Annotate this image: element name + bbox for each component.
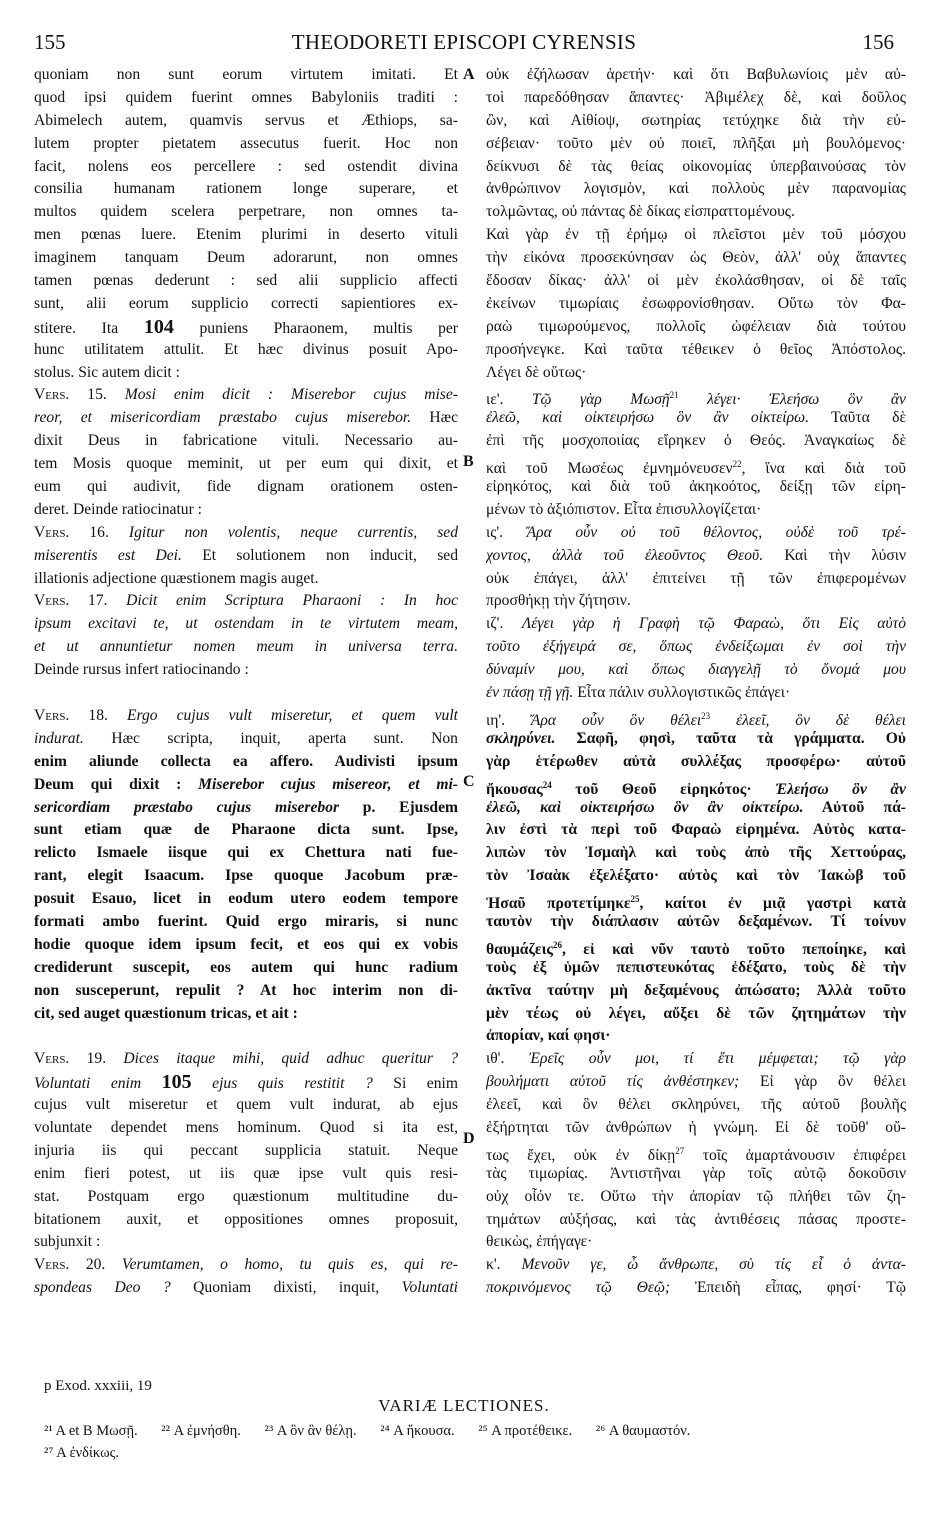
text-line: formati ambo fuerint. Quid ergo miraris, si nunc (34, 912, 458, 930)
scripture-quote: Dicit enim Scriptura Pharaoni : In hoc (126, 592, 458, 610)
text-segment: Quoniam dixisti, inquit, (193, 1279, 380, 1297)
text-line: μὲν τέως οὐ λέγει, αὔξει δὲ τῶν ζητημάτων τὴν (486, 1004, 906, 1022)
text-line: subjunxit : (34, 1233, 101, 1251)
variant-ref: 21 (669, 390, 679, 401)
verse-19-line (486, 1048, 906, 1071)
text-line: ἔδοσαν δίκας· ἀλλ' οἱ μὲν ἐκολάσθησαν, οἱ δὲ ταῖς (486, 272, 906, 290)
text-line: deret. Deinde ratiocinatur : (34, 500, 202, 518)
section-marker-d: D (463, 1130, 475, 1147)
variant-item: ²⁶ A θαυμαστόν. (595, 1423, 691, 1439)
text-line: enim fieri potest, ut iis quæ ipse vult quis resi- (34, 1164, 458, 1182)
text-line: τοὺς ἐξ ὑμῶν πεπιστευκότας ἐδέξατο, τοὺς δὲ τὴν (486, 958, 906, 976)
section-marker-b: B (463, 453, 474, 470)
scripture-quote: Voluntati enim (34, 1075, 142, 1093)
verse-number: ις'. (486, 523, 504, 541)
verse-label: Vers. 16. (34, 523, 109, 541)
text-line: tem Mosis quoque meminit, ut per eum qui dixit, et (34, 455, 458, 473)
text-segment: , εἰ καὶ νῦν ταυτὸ τοῦτο πεποίηκε, καὶ (562, 941, 906, 957)
text-segment: Καὶ τὴν λύσιν (784, 546, 906, 564)
text-segment: Deum qui dixit : (34, 775, 182, 793)
text-line (486, 682, 906, 705)
verse-label: Vers. 20. (34, 1256, 106, 1274)
text-segment: , ἵνα καὶ διὰ τοῦ (741, 460, 906, 477)
text-segment: stitere. Ita (34, 319, 119, 337)
text-segment: Ταῦτα δὲ (831, 409, 906, 427)
text-line: λιν ἐστὶ τὰ περὶ τοῦ Φαραὼ εἰρημένα. Αὐτὸς κατα- (486, 821, 906, 839)
text-line: ἀπορίαν, καί φησι· (486, 1027, 611, 1045)
text-line: cit, sed auget quæstionum tricas, et ait : (34, 1004, 298, 1022)
verse-16-line (486, 522, 906, 545)
text-line: προσθήκῃ τὴν ζήτησιν. (486, 592, 631, 610)
text-segment: Εἶτα πάλιν συλλογιστικῶς ἐπάγει· (577, 684, 791, 702)
text-line: γὰρ ἑτέρωθεν αὐτὰ συλλέξας προσφέρω· αὐτοῦ (486, 752, 906, 770)
verse-15-line (34, 384, 458, 407)
running-title: THEODORETI EPISCOPI CYRENSIS (291, 30, 637, 54)
scripture-quote: reor, et misericordiam præstabo cujus miserebor. (34, 409, 412, 427)
text-line: bitationem auxit, et oppositiones omnes proposuit, (34, 1210, 458, 1228)
text-line: illationis adjectione quæstionem magis auget. (34, 569, 319, 587)
scripture-quote: Ergo cujus vult miseretur, et quem vult (126, 706, 458, 724)
text-line (34, 774, 458, 797)
text-line (34, 613, 458, 636)
text-line (486, 1140, 906, 1163)
variant-item: ²² A ἐμνήσθη. (161, 1423, 241, 1439)
text-segment: τως ἔχει, οὐκ ἐν δίκῃ (486, 1147, 676, 1163)
scripture-quote: βουλήματι αὐτοῦ τίς ἀνθέστηκεν; (486, 1073, 740, 1091)
variant-list (44, 1442, 904, 1464)
text-line: injuria iis qui peccant supplicia statuit. Neque (34, 1141, 458, 1159)
text-line (486, 1071, 906, 1094)
scripture-quote: ejus quis restitit ? (212, 1075, 373, 1093)
scripture-quote: λέγει· (707, 391, 741, 408)
scripture-quote: Ἄρα οὖν ὃν θέλει (530, 712, 702, 728)
variae-lectiones (44, 1420, 904, 1464)
verse-17-line (486, 613, 906, 636)
text-segment: Si enim (393, 1075, 458, 1093)
text-line (486, 407, 906, 430)
scripture-quote: Ἐλεήσω ὃν ἂν (775, 780, 906, 797)
text-segment: Hæc scripta, inquit, aperta sunt. Non (111, 729, 458, 747)
text-line: imaginem tanquam Deum adorarunt, non omnes (34, 249, 458, 267)
text-segment: τοῦ Θεοῦ εἰρηκότος· (575, 780, 752, 797)
text-line: τολμῶντας, οὐ πάντας δὲ δίκας εἰσπραττομένους. (486, 203, 795, 221)
scripture-quote: χοντος, ἀλλὰ τοῦ ἐλεοῦντος Θεοῦ. (486, 546, 764, 564)
text-line (34, 316, 458, 339)
latin-column (34, 64, 458, 1300)
text-line (34, 407, 458, 430)
verse-label: Vers. 18. (34, 706, 108, 724)
variant-ref: 23 (701, 710, 711, 721)
text-line: Καὶ γὰρ ἐν τῇ ἐρήμῳ οἱ πλεῖστοι μὲν τοῦ μόσχου (486, 226, 906, 244)
section-marker-a: A (463, 66, 475, 83)
text-line: θεικὼς, ἐπήγαγε· (486, 1233, 593, 1251)
text-line: quod ipsi quidem fuerint omnes Babyloniis traditi : (34, 88, 458, 106)
text-line (486, 888, 906, 911)
scripture-quote: σκληρύνει. (486, 729, 556, 747)
text-line: rant, elegit Isaacum. Ipse quoque Jacobum præ- (34, 867, 458, 885)
text-segment: Εἰ γὰρ ὃν θέλει (759, 1073, 906, 1091)
text-line: εἰρηκότος, καὶ διὰ τοῦ ἀκηκοότος, δείξῃ τῶν εἰρη- (486, 478, 906, 496)
text-line: τοὶ παρεδόθησαν ἅπαντες· Ἀβιμέλεχ δὲ, καὶ δοῦλος (486, 88, 906, 106)
text-line (34, 797, 458, 820)
text-line: tamen pœnas dederunt : sed alii supplicio affecti (34, 272, 458, 290)
text-line (34, 636, 458, 659)
variant-ref: 24 (542, 779, 552, 790)
text-segment: Σαφῆ, φησὶ, ταῦτα τὰ γράμματα. Οὐ (576, 729, 906, 747)
verse-number: ιε'. (486, 391, 504, 408)
text-line: ὢν, καὶ Αἰθίοψ, σωτηρίας τετύχηκε διὰ τὴν εὐ- (486, 111, 906, 129)
verse-number: ιζ'. (486, 615, 504, 633)
text-line: stat. Postquam ergo quæstionum multitudine du- (34, 1187, 458, 1205)
text-line: Abimelech autem, quamvis servus et Æthiops, sa- (34, 111, 458, 129)
text-line: σέβειαν· τοῦτο μὲν οὐ ποιεῖ, πλῆξαι μὴ βουλόμενος· (486, 134, 906, 152)
page-number-right: 156 (862, 30, 894, 54)
variae-lectiones-title: VARIÆ LECTIONES. (378, 1396, 550, 1415)
variant-ref: 26 (553, 939, 562, 950)
text-line (486, 774, 906, 797)
text-line: ἀκτῖνα ταύτην μὴ δεξαμένους ἀπώσατο; Ἀλλὰ τοῦτο (486, 981, 906, 999)
verse-number: κ'. (486, 1256, 501, 1274)
verse-label: Vers. 17. (34, 592, 108, 610)
scripture-quote: Ἐρεῖς οὖν μοι, τί ἔτι μέμφεται; τῷ γὰρ (528, 1050, 906, 1068)
text-segment: , καίτοι ἐν μιᾷ γαστρὶ κατὰ (639, 895, 906, 911)
text-line (486, 1277, 906, 1300)
scripture-quote: δύναμίν μου, καὶ ὅπως διαγγελῇ τὸ ὄνομά μου (486, 661, 906, 679)
footnote-ref: p. Ejusdem (362, 798, 458, 816)
scripture-quote: spondeas Deo ? (34, 1279, 171, 1297)
scripture-quote: sericordiam præstabo cujus miserebor (34, 798, 340, 816)
scripture-quote: ποκρινόμενος τῷ Θεῷ; (486, 1279, 671, 1297)
variant-ref: 22 (732, 459, 742, 470)
text-line: τὸν Ἰσαὰκ ἐξελέξατο· αὐτὸς καὶ τὸν Ἰακὼβ τοῦ (486, 867, 906, 885)
text-line: προσήνεγκε. Καὶ ταῦτα τέθεικεν ὁ θεῖος Ἀπόστολος. (486, 340, 906, 358)
text-line: μένων τὸ ἀξιόπιστον. Εἶτα ἐπισυλλογίζεται· (486, 500, 762, 518)
scripture-quote: Voluntati (401, 1279, 458, 1297)
scripture-quote: ἐν πάσῃ τῇ γῇ. (486, 684, 574, 702)
verse-number: ιη'. (486, 712, 506, 728)
text-segment: ἤκουσας (486, 780, 543, 797)
text-segment: θαυμάζεις (486, 941, 553, 957)
variant-item: ²³ A ὃν ἂν θέλῃ. (264, 1423, 357, 1439)
verse-18-line (34, 705, 458, 728)
text-line: ἀνθρώπινον λογισμὸν, καὶ πολλοὺς μὲν παρανομίας (486, 180, 906, 198)
text-line: ταυτὸν τὴν διάπλασιν αὐτῶν δεξαμένων. Τί τοίνυν (486, 912, 906, 930)
text-line: crediderunt suscepit, eos autem qui hunc radium (34, 958, 458, 976)
text-line (486, 934, 906, 957)
verse-15-line (486, 384, 906, 407)
variant-item: ²¹ A et B Μωσῇ. (44, 1423, 138, 1439)
variant-ref: 27 (675, 1145, 685, 1156)
text-line: men pœnas luere. Etenim plurimi in deserto vituli (34, 226, 458, 244)
text-line: facit, nolens eos percellere : sed ostendit divina (34, 157, 458, 175)
section-marker-c: C (463, 773, 475, 790)
text-line: ἐπὶ τῆς μοσχοποιίας εἴρηκεν ὁ Θεός. Ἀναγκαίως δὲ (486, 432, 906, 450)
scripture-quote: ἐλεῶ, καὶ οἰκτειρήσω ὃν ἂν οἰκτείρω. (486, 798, 804, 816)
verse-number: ιθ'. (486, 1050, 505, 1068)
scripture-quote: Ἄρα οὖν οὐ τοῦ θέλοντος, οὐδὲ τοῦ τρέ- (526, 523, 906, 541)
text-line (486, 797, 906, 820)
scripture-quote: Igitur non volentis, neque currentis, sed (128, 523, 458, 541)
page-number-left: 155 (34, 30, 66, 54)
text-segment: Αὐτοῦ πά- (821, 798, 906, 816)
text-segment: τοῖς ἁμαρτάνουσιν ἐπιφέρει (702, 1147, 906, 1163)
text-line: hunc utilitatem attulit. Et hæc divinus posuit Apo- (34, 340, 458, 358)
text-segment: Et solutionem non inducit, sed (202, 546, 458, 564)
text-line: τὴν εἰκόνα προσεκύνησαν ὡς Θεὸν, ἀλλ' οὐχ ἅπαντες (486, 249, 906, 267)
page-header (34, 30, 894, 60)
scripture-quote: Μενοῦν γε, ὦ ἄνθρωπε, σὺ τίς εἶ ὁ ἀντα- (521, 1256, 906, 1274)
text-line: δείκνυσι δὲ τὰς θείας οἰκονομίας ὑπερβαινούσας τὸν (486, 157, 906, 175)
scripture-quote: Ἐλεήσω ὃν ἂν (768, 391, 906, 408)
scripture-quote: Λέγει γὰρ ἡ Γραφὴ τῷ Φαραὼ, ὅτι Εἰς αὐτὸ (521, 615, 906, 633)
text-line: οὐκ ἐπάγει, ἀλλ' ἐπιτείνει τῇ τῶν ἐπιφερομένων (486, 569, 906, 587)
verse-16-line (34, 522, 458, 545)
text-segment: puniens Pharaonem, multis per (199, 319, 458, 337)
scripture-quote: Dices itaque mihi, quid adhuc queritur ? (123, 1050, 458, 1068)
text-line (34, 1277, 458, 1300)
text-line: ἐλεεῖ, καὶ ὃν θέλει σκληρύνει, τῆς αὐτοῦ βουλῆς (486, 1096, 906, 1114)
verse-18-line (486, 705, 906, 728)
variant-list (44, 1420, 904, 1442)
text-segment: Ἐπειδὴ εἶπας, φησί· Τῷ (694, 1279, 906, 1297)
text-line: τημάτων αὐξήσας, καὶ τὰς ἀντιθέσεις πάσας προστε- (486, 1210, 906, 1228)
text-line: οὐχ οἷόν τε. Οὕτω τὴν ἀπορίαν τῷ πλήθει τῶν ζη- (486, 1187, 906, 1205)
text-line (486, 728, 906, 751)
scripture-quote: miserentis est Dei. (34, 546, 182, 564)
scripture-quote: et ut annuntietur nomen meum in universa terra. (34, 638, 458, 656)
text-line: enim aliunde collecta ea affero. Audivisti ipsum (34, 752, 458, 770)
text-segment: Ἡσαῦ προτετίμηκε (486, 895, 631, 911)
scripture-quote: Miserebor cujus misereor, et mi- (198, 775, 458, 793)
variant-ref: 25 (630, 894, 640, 905)
footnote: p Exod. xxxiii, 19 (44, 1378, 152, 1394)
variant-item: ²⁴ A ἤκουσα. (380, 1423, 455, 1439)
scripture-quote: ἐλεεῖ, ὃν δὲ θέλει (736, 712, 906, 728)
scripture-quote: τοῦτο ἐξήγειρά σε, ὅπως ἐνδείξωμαι ἐν σοὶ τὴν (486, 638, 906, 656)
text-line: sunt etiam quæ de Pharaone dicta sunt. Ipse, (34, 821, 458, 839)
text-line: ραὼ τιμωρούμενος, πολλοῖς ὠφέλειαν διὰ τούτου (486, 317, 906, 335)
text-line (486, 636, 906, 659)
text-line: relicto Ismaele iisque qui ex Chettura nati fue- (34, 844, 458, 862)
text-line: ἐκείνων τιμωρίαις ἐσωφρονίσθησαν. Οὕτω τὸν Φα- (486, 294, 906, 312)
text-line: posuit Esauo, licet in eodum utero eodem tempore (34, 890, 458, 908)
text-line (34, 1071, 458, 1094)
text-line: lutem propter pietatem assecutus fuerit. Hoc non (34, 134, 458, 152)
column-number-104: 104 (143, 315, 174, 338)
text-line (486, 545, 906, 568)
text-line: consilia humanam rationem longe superare, et (34, 180, 458, 198)
verse-label: Vers. 15. (34, 386, 107, 404)
text-line: multos quidem scelera perpetrare, non omnes ta- (34, 203, 458, 221)
column-number-105: 105 (161, 1071, 192, 1094)
text-line: stolus. Sic autem dicit : (34, 363, 180, 381)
text-line: sunt, alii eorum supplicio correcti sapientiores ex- (34, 294, 458, 312)
text-line: hodie quoque idem ipsum fecit, et eos qui ex vobis (34, 935, 458, 953)
text-line: Λέγει δὲ οὕτως· (486, 363, 587, 381)
text-line: cujus vult miseretur et quem vult indurat, ab ejus (34, 1096, 458, 1114)
text-line: Deinde rursus infert ratiocinando : (34, 661, 249, 679)
text-line: τὰς τιμωρίας. Ἀντιστῆναι γὰρ τοῖς αὐτῷ δοκοῦσιν (486, 1164, 906, 1182)
scripture-quote: ipsum excitavi te, ut ostendam in te virtutem meam, (34, 615, 458, 633)
verse-17-line (34, 590, 458, 613)
greek-column (486, 64, 906, 1300)
text-line (34, 728, 458, 751)
text-line: dixit Deus in fabricatione vituli. Necessario au- (34, 432, 458, 450)
scripture-quote: indurat. (34, 729, 84, 747)
text-line: λιπὼν τὸν Ἰσμαὴλ καὶ τοὺς ἀπὸ τῆς Χεττούρας, (486, 844, 906, 862)
scripture-quote: Mosi enim dicit : Miserebor cujus mise- (124, 386, 458, 404)
text-line: οὐκ ἐζήλωσαν ἀρετήν· καὶ ὅτι Βαβυλωνίοις μὲν αὐ- (486, 66, 906, 83)
variant-item: ²⁷ A ἐνδίκως. (44, 1445, 119, 1461)
text-line (486, 659, 906, 682)
text-line (486, 453, 906, 476)
text-line: eum qui audivit, fide dignam orationem osten- (34, 478, 458, 496)
text-line (34, 545, 458, 568)
text-segment: καὶ τοῦ Μωσέως ἐμνημόνευσεν (486, 460, 733, 477)
scripture-quote: Τῷ γὰρ Μωσῇ (531, 391, 670, 408)
verse-20-line (486, 1254, 906, 1277)
text-line: quoniam non sunt eorum virtutem imitati. Et (34, 66, 458, 83)
text-line: non susceperunt, repulit ? At hoc interim non di- (34, 981, 458, 999)
text-segment: Hæc (429, 409, 458, 427)
scripture-quote: ἐλεῶ, καὶ οἰκτειρήσω ὃν ἂν οἰκτείρω. (486, 409, 809, 427)
text-line: voluntate dependet mens hominum. Quod si ita est, (34, 1118, 458, 1136)
variant-item: ²⁵ A προτέθεικε. (478, 1423, 573, 1439)
scripture-quote: Verumtamen, o homo, tu quis es, qui re- (121, 1256, 458, 1274)
verse-19-line (34, 1048, 458, 1071)
verse-label: Vers. 19. (34, 1050, 107, 1068)
verse-20-line (34, 1254, 458, 1277)
text-line: ἐξήρτηται τῶν ἀνθρώπων ἡ γνώμη. Εἰ δὲ τοῦθ' οὔ- (486, 1118, 906, 1136)
